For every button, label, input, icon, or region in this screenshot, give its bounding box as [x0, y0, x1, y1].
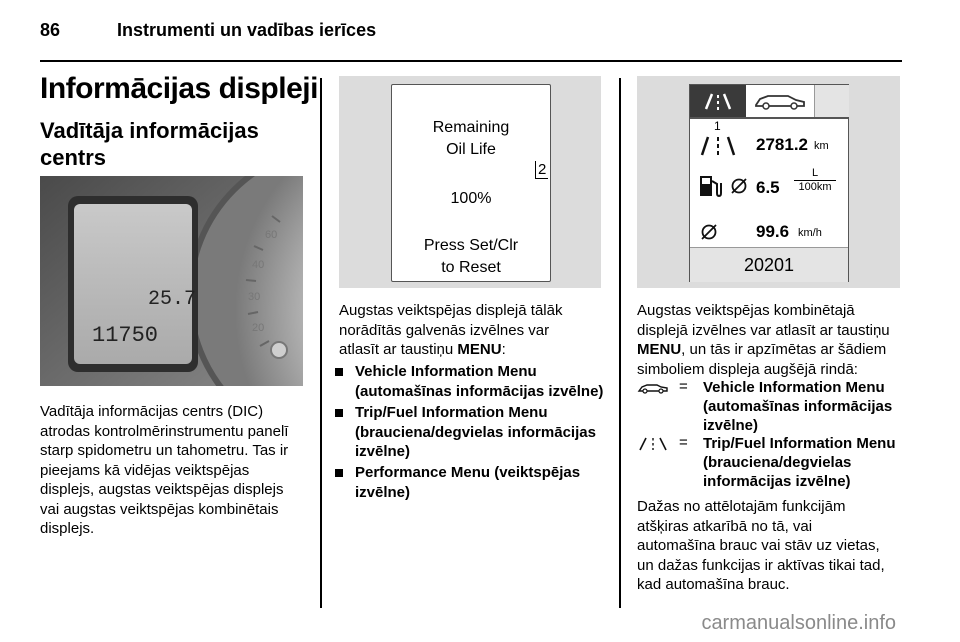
combined-display-screen [689, 84, 849, 282]
page-indicator: 2 [535, 161, 548, 179]
list-item: Trip/Fuel Information Menu (brauciena/degvielas informācijas izvēlne) [355, 403, 615, 462]
watermark: carmanualsonline.info [701, 612, 896, 634]
list-item: Performance Menu (veiktspējas izvēlne) [355, 463, 615, 502]
avg-speed-value: 99.6 [756, 222, 790, 241]
svg-text:60: 60 [265, 229, 278, 241]
trip-distance-value: 2781.2 [756, 135, 808, 154]
average-icon [730, 177, 748, 195]
empty-tab [814, 85, 849, 117]
oil-life-line2: Oil Life [446, 141, 496, 158]
trip-distance-unit: km [814, 140, 829, 152]
road-icon [698, 133, 738, 157]
trip-tab [690, 85, 746, 117]
vehicle-tab [746, 85, 814, 117]
speed-unit: km/h [798, 227, 822, 239]
car-icon [637, 380, 669, 396]
dic-description: Vadītāja informācijas centrs (DIC) atrodas kontrolmērinstrumentu panelī starp spidometru un tahometru. Tas ir pieejams kā vidējas veiktspējas displejs, augstas veiktspējas displejs vai augstas veiktspējas kombinētais displejs. [40, 403, 289, 537]
menu-intro: Augstas veiktspējas displejā tālāk norādītās galvenās izvēlnes var atlasīt ar taustiņu MENU: [339, 302, 563, 358]
oil-life-line5: to Reset [441, 259, 501, 276]
symbol-description: Vehicle Information Menu (automašīnas informācijas izvēlne) [703, 379, 893, 434]
oil-life-value: 100% [450, 190, 492, 207]
symbols-intro: Augstas veiktspējas kombinētajā displejā izvēlnes var atlasīt ar taustiņu MENU, un tās ir apzīmētas ar šādiem simboliem displeja augšējā rindā: [637, 302, 890, 378]
table-row [637, 434, 901, 492]
average-icon [700, 223, 718, 241]
avg-consumption-value: 6.5 [756, 178, 780, 197]
section-heading: Informācijas displeji [40, 72, 318, 105]
svg-text:30: 30 [248, 291, 261, 303]
bullet-icon [335, 409, 343, 417]
menu-key: MENU [457, 341, 502, 358]
page-number: 86 [40, 20, 61, 40]
dic-odometer-reading: 11750 [92, 323, 159, 348]
dic-cluster-photo [40, 176, 303, 386]
table-row [637, 378, 901, 434]
equals-sign: = [679, 378, 688, 395]
oil-life-display-figure [339, 76, 601, 288]
road-icon [690, 85, 746, 117]
bullet-icon [335, 469, 343, 477]
functions-note: Dažas no attēlotajām funkcijām atšķiras atkarībā no tā, vai automašīna brauc vai stāv uz vietas, un dažas funkcijas ir aktīvas tikai tad, kad automašīna brauc. [637, 498, 885, 593]
svg-text:40: 40 [252, 259, 265, 271]
consumption-unit: L 100km [794, 167, 836, 193]
column-divider [619, 78, 621, 608]
symbol-description: Trip/Fuel Information Menu (brauciena/degvielas informācijas izvēlne) [703, 435, 896, 490]
car-icon [746, 85, 814, 117]
fuel-pump-icon [698, 173, 724, 199]
running-header-title: Instrumenti un vadības ierīces [117, 20, 377, 40]
header-rule [40, 60, 902, 62]
bullet-icon [335, 368, 343, 376]
dic-speed-reading: 25.7 [148, 288, 197, 311]
subsection-heading: Vadītāja informācijas centrs [40, 118, 259, 170]
trip-number: 1 [714, 119, 721, 133]
list-item: Vehicle Information Menu (automašīnas informācijas izvēlne) [355, 362, 615, 401]
column-divider [320, 78, 322, 608]
combined-display-figure [637, 76, 900, 288]
menu-key: MENU [637, 341, 682, 358]
oil-life-screen [391, 84, 551, 282]
odometer-bar [690, 247, 848, 282]
oil-life-line4: Press Set/Clr [423, 237, 519, 254]
equals-sign: = [679, 434, 688, 451]
odometer-value: 20201 [743, 255, 795, 275]
oil-life-line1: Remaining [432, 119, 510, 136]
road-icon [637, 436, 669, 452]
svg-text:20: 20 [252, 322, 265, 334]
